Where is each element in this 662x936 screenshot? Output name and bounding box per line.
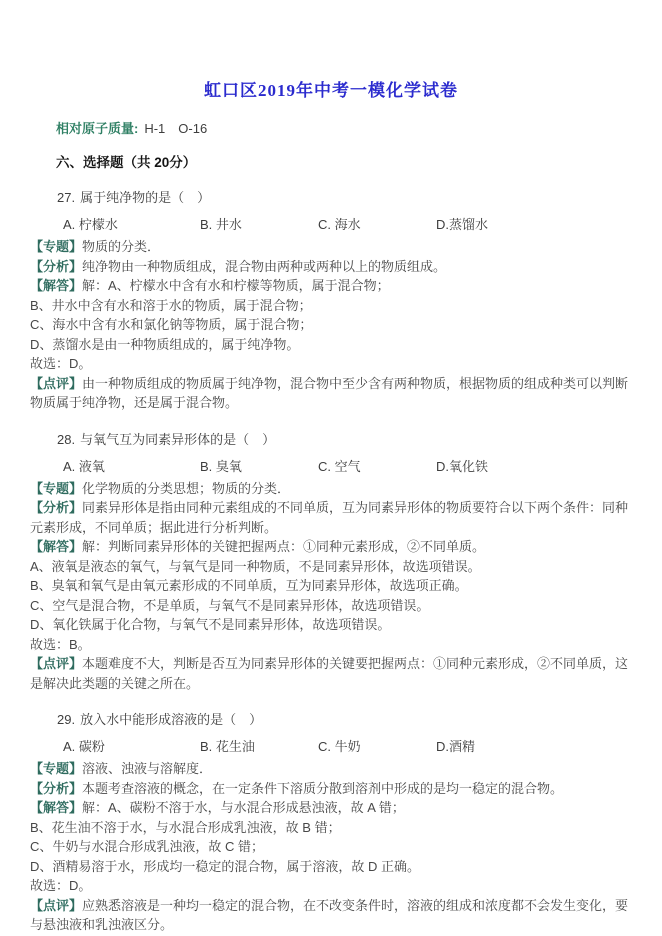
solution-line <box>30 596 632 616</box>
paragraph-text: 应熟悉溶液是一种均一稳定的混合物，在不改变条件时，溶液的组成和浓度都不会发生变化，要与悬浊液和乳浊液区分。 <box>30 897 629 932</box>
page-title: 虹口区2019年中考一模化学试卷 <box>204 81 458 100</box>
options-row <box>63 456 632 475</box>
paragraph-text: C、牛奶与水混合形成乳浊液，故 C 错； <box>30 839 265 854</box>
solution-line <box>30 837 632 857</box>
paragraph-label: 【分析】 <box>30 500 83 515</box>
question-stem <box>57 429 632 448</box>
paragraph-text: 化学物质的分类思想；物质的分类． <box>82 480 291 496</box>
question-number: 28. <box>57 431 76 447</box>
option-c: C. 海水 <box>318 217 361 232</box>
topic-paragraph <box>30 237 632 257</box>
paragraph-text: C、空气是混合物，不是单质，与氧气不是同素异形体，故选项错误。 <box>30 597 430 613</box>
paragraph-text: 解：A、柠檬水中含有水和柠檬等物质，属于混合物； <box>82 278 390 293</box>
paragraph-text: 故选：D。 <box>30 356 92 371</box>
option-d: D.氧化铁 <box>436 458 489 474</box>
topic-paragraph <box>30 479 632 499</box>
paragraph-text: 解：判断同素异形体的关键把握两点：①同种元素形成，②不同单质。 <box>82 539 486 554</box>
solution-line <box>30 557 632 577</box>
paragraph-text: 解：A、碳粉不溶于水，与水混合形成悬浊液，故 A 错； <box>82 800 405 815</box>
option-a: A. 柠檬水 <box>63 217 118 232</box>
option-b: B. 花生油 <box>200 739 255 754</box>
analysis-paragraph <box>30 257 632 277</box>
paragraph-text: 故选：D。 <box>30 878 92 893</box>
option-c: C. 牛奶 <box>318 739 361 754</box>
paragraph-text: B、花生油不溶于水，与水混合形成乳浊液，故 B 错； <box>30 819 341 835</box>
option-b: B. 井水 <box>200 217 242 232</box>
paragraph-text: 本题难度不大，判断是否互为同素异形体的关键要把握两点：①同种元素形成，②不同单质，这是解决此类题的关键之所在。 <box>30 656 629 691</box>
paragraph-text: 同素异形体是指由同种元素组成的不同单质，互为同素异形体的物质要符合以下两个条件：同种元素形成，不同单质；据此进行分析判断。 <box>30 500 629 535</box>
option-a: A. 碳粉 <box>63 739 105 754</box>
paragraph-label: 【分析】 <box>30 780 83 796</box>
comment-paragraph <box>30 654 632 693</box>
paragraph-text: B、臭氧和氧气是由氧元素形成的不同单质，互为同素异形体，故选项正确。 <box>30 578 468 593</box>
solution-line <box>30 615 632 635</box>
comment-paragraph <box>30 374 632 413</box>
paragraph-label: 【解答】 <box>30 800 83 815</box>
paragraph-label: 【专题】 <box>30 761 83 776</box>
options-row <box>63 736 632 755</box>
option-d: D.蒸馏水 <box>436 217 489 232</box>
option-d: D.酒精 <box>436 739 476 754</box>
paragraph-text: D、氧化铁属于化合物，与氧气不是同素异形体，故选项错误。 <box>30 617 391 632</box>
option-c: C. 空气 <box>318 458 361 474</box>
question-block-29 <box>30 709 632 935</box>
paragraph-text: 纯净物由一种物质组成，混合物由两种或两种以上的物质组成。 <box>82 258 447 274</box>
question-stem <box>57 187 632 206</box>
solution-paragraph <box>30 798 632 818</box>
paragraph-text: 由一种物质组成的物质属于纯净物，混合物中至少含有两种物质，根据物质的组成种类可以判断物质属于纯净物，还是属于混合物。 <box>30 375 629 410</box>
question-text: 与氧气互为同素异形体的是（ ） <box>80 431 276 447</box>
answer-line <box>30 354 632 374</box>
paragraph-label: 【专题】 <box>30 239 83 254</box>
paragraph-text: D、蒸馏水是由一种物质组成的，属于纯净物。 <box>30 336 300 352</box>
atomic-mass-label: 相对原子质量: <box>56 121 139 136</box>
paragraph-text: B、井水中含有水和溶于水的物质，属于混合物； <box>30 297 312 313</box>
comment-paragraph <box>30 896 632 935</box>
analysis-paragraph <box>30 779 632 799</box>
atomic-mass-value: H-1 O-16 <box>144 121 208 136</box>
option-b: B. 臭氧 <box>200 458 242 474</box>
solution-line <box>30 576 632 596</box>
analysis-paragraph <box>30 498 632 537</box>
paragraph-label: 【点评】 <box>30 375 83 391</box>
question-block-28 <box>30 429 632 694</box>
paragraph-text: 物质的分类． <box>82 239 161 254</box>
paragraph-text: C、海水中含有水和氯化钠等物质，属于混合物； <box>30 317 313 332</box>
solution-paragraph <box>30 537 632 557</box>
solution-line <box>30 335 632 355</box>
paragraph-label: 【专题】 <box>30 480 83 496</box>
question-number: 29. <box>57 712 76 727</box>
solution-line <box>30 296 632 316</box>
paragraph-text: 故选：B。 <box>30 636 91 652</box>
question-block-27 <box>30 187 632 413</box>
solution-line <box>30 857 632 877</box>
topic-paragraph <box>30 759 632 779</box>
paragraph-label: 【分析】 <box>30 258 83 274</box>
paragraph-label: 【点评】 <box>30 897 83 913</box>
paragraph-label: 【解答】 <box>30 278 83 293</box>
solution-line <box>30 315 632 335</box>
question-text: 放入水中能形成溶液的是（ ） <box>80 712 263 727</box>
paragraph-label: 【点评】 <box>30 656 83 671</box>
paragraph-text: 溶液、浊液与溶解度． <box>82 761 213 776</box>
options-row <box>63 214 632 233</box>
solution-line <box>30 818 632 838</box>
answer-line <box>30 635 632 655</box>
section-heading: 六、选择题（共 20分） <box>56 155 197 170</box>
option-a: A. 液氧 <box>63 458 105 474</box>
question-number: 27. <box>57 190 76 205</box>
question-text: 属于纯净物的是（ ） <box>80 190 211 205</box>
paragraph-text: 本题考查溶液的概念，在一定条件下溶质分散到溶剂中形成的是均一稳定的混合物。 <box>82 780 564 796</box>
paragraph-label: 【解答】 <box>30 539 83 554</box>
paragraph-text: D、酒精易溶于水，形成均一稳定的混合物，属于溶液，故 D 正确。 <box>30 858 421 874</box>
question-stem <box>57 709 632 728</box>
answer-line <box>30 876 632 896</box>
paragraph-text: A、液氧是液态的氧气，与氧气是同一种物质，不是同素异形体，故选项错误。 <box>30 558 481 574</box>
atomic-mass-line <box>56 118 632 137</box>
solution-paragraph <box>30 276 632 296</box>
